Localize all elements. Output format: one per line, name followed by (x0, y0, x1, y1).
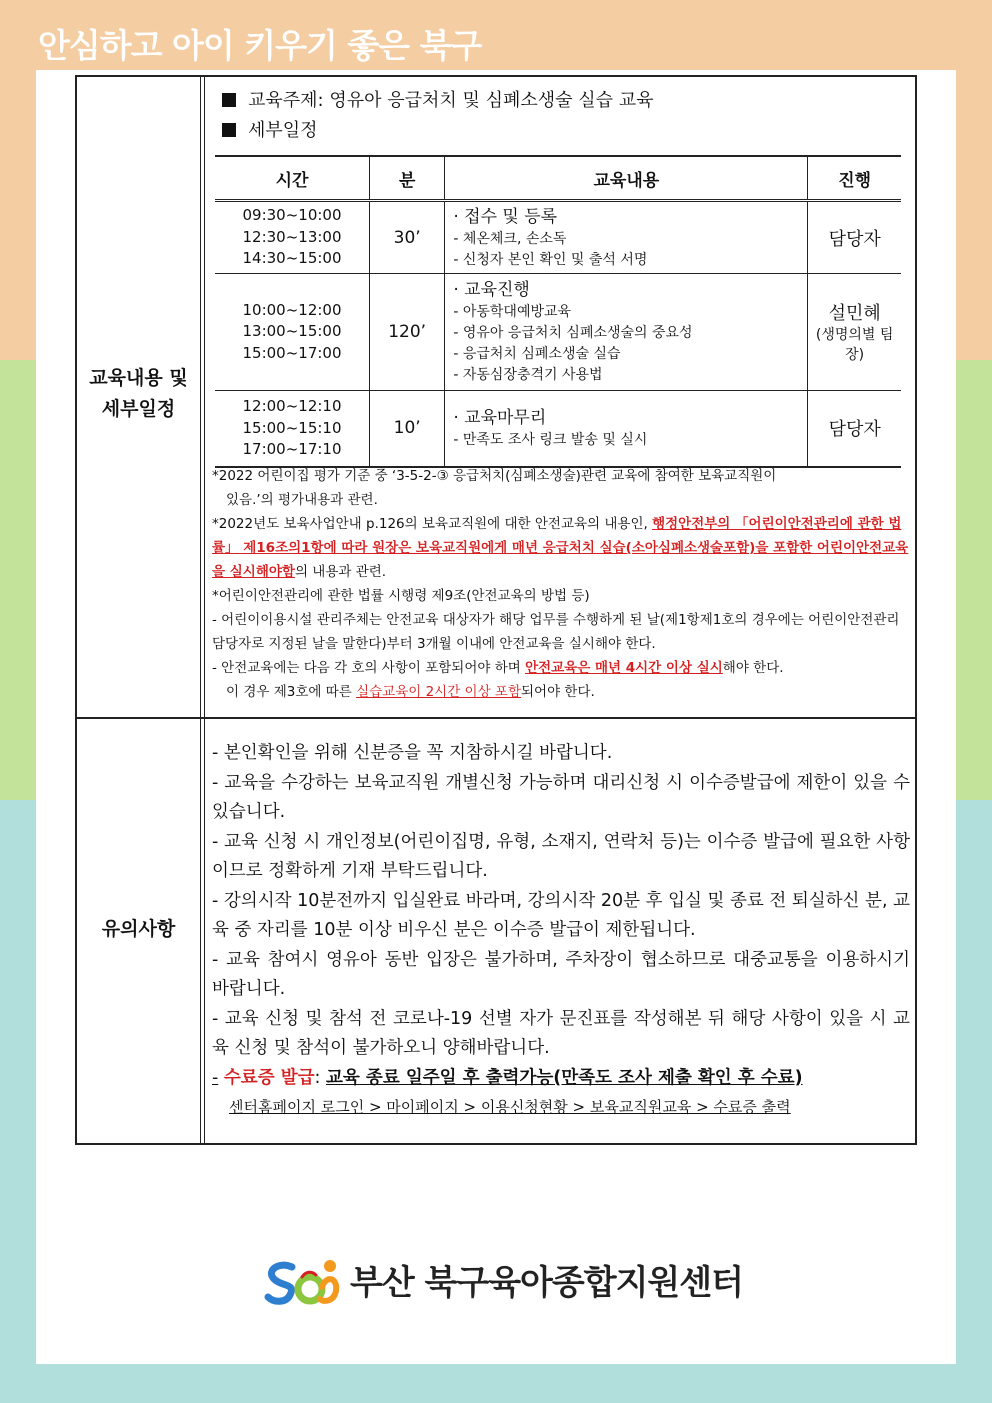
table-row (215, 391, 901, 467)
slogan-title: 안심하고 아이 키우기 좋은 북구 (38, 26, 482, 65)
time-slot: 10:00~12:00 (242, 300, 342, 319)
table-row (215, 201, 901, 274)
section-separator (75, 717, 917, 719)
square-bullet-icon (222, 123, 236, 137)
section-label-education (76, 363, 201, 425)
schedule-header-row (215, 156, 901, 201)
lead-name: 담당자 (828, 419, 881, 441)
caution-item: - 강의시작 10분전까지 입실완료 바라며, 강의시작 20분 후 입실 및 종료 전 퇴실하신 분, 교육 중 자리를 10분 이상 비우신 분은 이수증 발급이 제한됩니다. (212, 890, 910, 940)
center-logo (262, 1257, 743, 1309)
certificate-print-path: 센터홈페이지 로그인 > 마이페이지 > 이용신청현황 > 보육교직원교육 > 수료증 출력 (229, 1098, 791, 1116)
schedule-table (215, 155, 901, 468)
square-bullet-icon (222, 93, 236, 107)
note-line: - 어린이이용시설 관리주체는 안전교육 대상자가 해당 업무를 수행하게 된 날(제1항제1호의 경우에는 어린이안전관리 담당자로 지정된 날을 말한다)부터 3개월 이내에 안전교육을 실시해야 한다. (212, 612, 900, 652)
lead-cell (808, 274, 901, 391)
note-line: *어린이안전관리에 관한 법률 시행령 제9조(안전교육의 방법 등) (212, 588, 590, 604)
lead-name: 담당자 (828, 228, 881, 250)
lead-cell (808, 201, 901, 274)
content-cell (445, 274, 808, 391)
section-label-line: 세부일정 (101, 398, 176, 420)
note-paragraph (212, 512, 910, 584)
note-text: - 안전교육에는 다음 각 호의 사항이 포함되어야 하며 (212, 660, 526, 676)
note-text: 되어야 한다. (521, 684, 595, 700)
topic-line (222, 90, 654, 112)
content-item: - 체온체크, 손소독 (453, 230, 567, 247)
lead-cell (808, 391, 901, 467)
caution-dash: - (212, 1067, 219, 1088)
caution-item: - 교육을 수강하는 보육교직원 개별신청 가능하며 대리신청 시 이수증발급에 제한이 있을 수 있습니다. (212, 772, 910, 822)
note-line: *2022 어린이집 평가 기준 중 ‘3-5-2-③ 응급처치(심폐소생술)관련 교육에 참여한 보육교직원이 (212, 468, 777, 484)
minutes-cell: 30’ (370, 201, 445, 274)
certificate-note: (만족도 조사 제출 확인 후 수료) (553, 1067, 803, 1088)
time-slot: 15:00~17:00 (242, 343, 342, 362)
content-cell (445, 391, 808, 467)
time-slot: 12:30~13:00 (242, 227, 342, 246)
label-column-divider (200, 75, 201, 1145)
certificate-line (212, 1064, 910, 1094)
certificate-colon: : (314, 1067, 321, 1088)
time-slot: 13:00~15:00 (242, 322, 342, 341)
schedule-heading-line (222, 120, 318, 142)
note-text: 해야 한다. (722, 660, 784, 676)
lead-name: 설민혜 (828, 303, 881, 324)
content-title: · 교육진행 (453, 280, 530, 300)
center-name: 부산 북구육아종합지원센터 (350, 1263, 743, 1303)
caution-item: - 본인확인을 위해 신분증을 꼭 지참하시길 바랍니다. (212, 743, 613, 763)
time-slot: 09:30~10:00 (242, 206, 342, 225)
time-cell (215, 201, 370, 274)
time-slot: 17:00~17:10 (242, 440, 342, 458)
caution-item: - 교육 참여시 영유아 동반 입장은 불가하며, 주차장이 협소하므로 대중교통을 이용하시기 바랍니다. (212, 949, 910, 999)
section-label-line: 교육내용 및 (89, 367, 188, 389)
time-slot: 15:00~15:10 (242, 418, 342, 437)
note-emphasis: 안전교육은 매년 4시간 이상 실시 (525, 660, 723, 676)
content-item: - 신청자 본인 확인 및 출석 서명 (453, 251, 648, 268)
caution-item: - 교육 신청 시 개인정보(어린이집명, 유형, 소재지, 연락처 등)는 이수증 발급에 필요한 사항이므로 정확하게 기재 부탁드립니다. (212, 831, 910, 881)
note-paragraph (212, 656, 910, 680)
col-header-content: 교육내용 (445, 156, 808, 201)
content-item: - 영유아 응급처치 심폐소생술의 중요성 (453, 325, 693, 341)
col-header-minutes: 분 (370, 156, 445, 201)
section-label-cautions: 유의사항 (101, 918, 176, 940)
time-cell (215, 391, 370, 467)
note-text: 의 내용과 관련. (294, 564, 387, 580)
col-header-lead: 진행 (808, 156, 901, 201)
minutes-cell: 10’ (370, 391, 445, 467)
content-item: - 만족도 조사 링크 발송 및 실시 (453, 431, 648, 448)
topic-text: 교육주제: 영유아 응급처치 및 심폐소생술 실습 교육 (248, 90, 654, 111)
time-cell (215, 274, 370, 391)
content-item: - 자동심장충격기 사용법 (453, 367, 603, 383)
time-slot: 12:00~12:10 (242, 397, 342, 415)
minutes-cell: 120’ (370, 274, 445, 391)
note-text: *2022년도 보육사업안내 p.126의 보육교직원에 대한 안전교육의 내용인, (212, 516, 653, 532)
note-paragraph (212, 680, 910, 704)
note-line: 있음.’의 평가내용과 관련. (226, 492, 378, 508)
note-emphasis: 실습교육이 2시간 이상 포함 (356, 684, 522, 700)
col-header-time: 시간 (215, 156, 370, 201)
time-slot: 14:30~15:00 (242, 249, 342, 268)
caution-item: - 교육 신청 및 참석 전 코로나-19 선별 자가 문진표를 작성해본 뒤 해당 사항이 있을 시 교육 신청 및 참석이 불가하오니 양해바랍니다. (212, 1008, 910, 1058)
schedule-heading: 세부일정 (248, 120, 318, 141)
table-row (215, 274, 901, 391)
content-item: - 응급처치 심폐소생술 실습 (453, 346, 621, 362)
cautions-list (212, 739, 910, 1121)
content-title: · 교육마무리 (453, 407, 547, 428)
note-emphasis: 행정안전부의 「어린이안전관리에 관한 법률」 제16조의1항에 따라 원장은 보육교직원에게 매년 응급처치 실습(소아심폐소생술포함)을 포함한 어린이안전교육을 실시해야함 (212, 516, 909, 580)
content-item: - 아동학대예방교육 (453, 304, 572, 320)
label-column-divider-double (204, 75, 205, 1145)
note-text: 이 경우 제3호에 따른 (226, 684, 357, 700)
center-logo-icon (262, 1257, 346, 1309)
certificate-label: 수료증 발급 (223, 1067, 315, 1088)
lead-title: (생명의별 팀장) (815, 327, 894, 363)
content-title: · 접수 및 등록 (453, 206, 558, 227)
content-cell (445, 201, 808, 274)
reference-notes (212, 464, 910, 704)
certificate-availability: 교육 종료 일주일 후 출력가능 (326, 1067, 554, 1088)
